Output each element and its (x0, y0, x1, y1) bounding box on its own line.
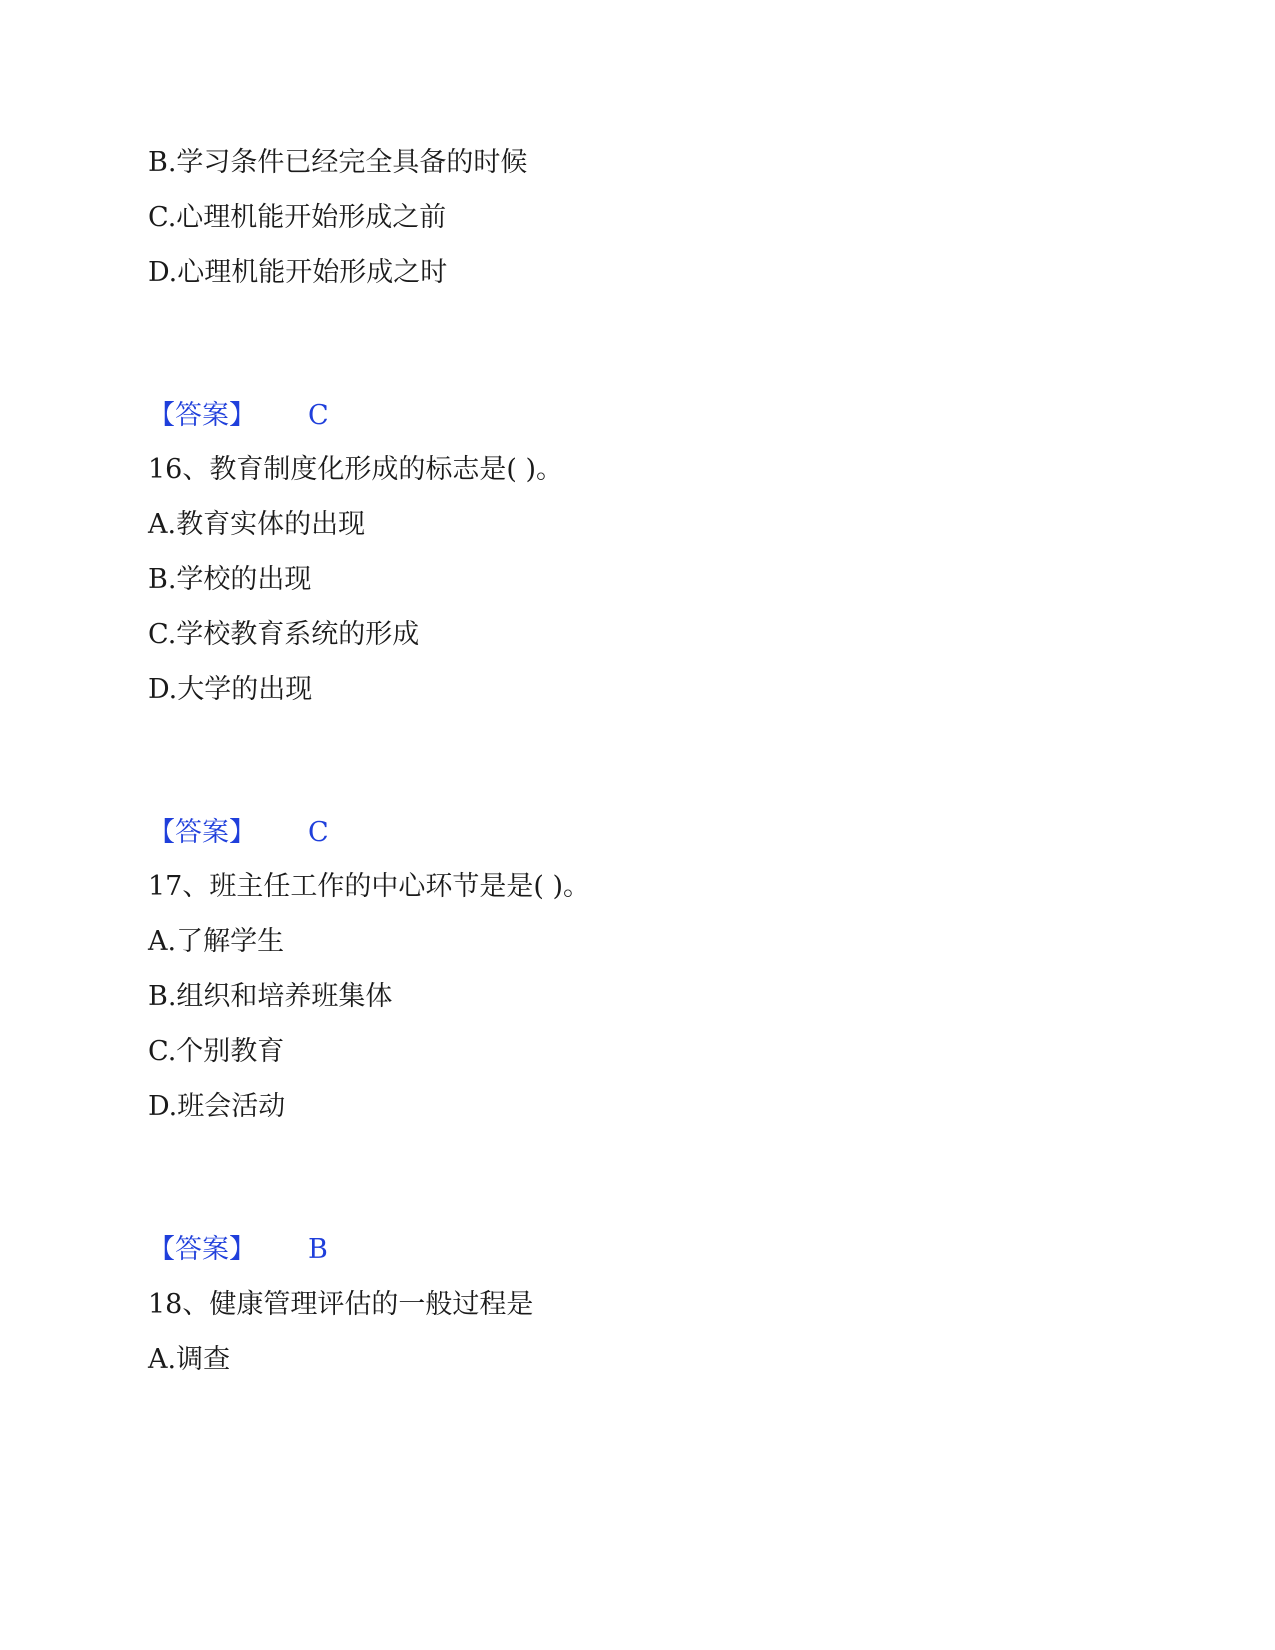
q15-answer-line (148, 398, 329, 434)
answer-label: 【答案】 (148, 817, 256, 848)
answer-label: 【答案】 (148, 400, 256, 431)
q17-option-b: B.组织和培养班集体 (148, 981, 393, 1012)
q15-option-d: D.心理机能开始形成之时 (148, 257, 448, 288)
answer-value: C (308, 817, 329, 848)
answer-value: C (308, 400, 329, 431)
q17-option-d: D.班会活动 (148, 1091, 286, 1122)
q16-option-c: C.学校教育系统的形成 (148, 619, 420, 650)
q16-option-b: B.学校的出现 (148, 564, 312, 595)
q18-question: 18、健康管理评估的一般过程是 (148, 1289, 534, 1320)
q17-answer-line (148, 1232, 328, 1268)
q17-option-c: C.个别教育 (148, 1036, 285, 1067)
q17-option-a: A.了解学生 (148, 926, 285, 957)
answer-value: B (308, 1234, 328, 1265)
q16-option-a: A.教育实体的出现 (148, 509, 366, 540)
q15-option-c: C.心理机能开始形成之前 (148, 202, 447, 233)
q17-question: 17、班主任工作的中心环节是是( )。 (148, 871, 591, 902)
q18-option-a: A.调查 (148, 1344, 231, 1375)
q15-option-b: B.学习条件已经完全具备的时候 (148, 147, 528, 178)
q16-answer-line (148, 815, 329, 851)
answer-label: 【答案】 (148, 1234, 256, 1265)
q16-option-d: D.大学的出现 (148, 674, 313, 705)
q16-question: 16、教育制度化形成的标志是( )。 (148, 454, 564, 485)
